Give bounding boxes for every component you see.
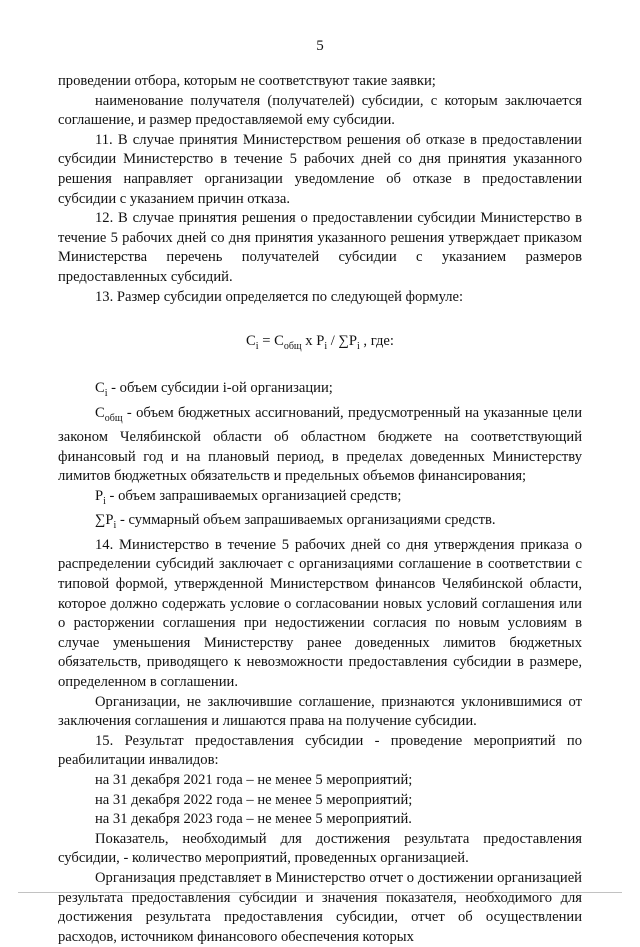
definition-text: - объем субсидии i-ой организации; xyxy=(107,380,333,397)
formula-sub-obsh: общ xyxy=(283,341,302,353)
paragraph: Организация представляет в Министерство отчет о достижении организацией результата предоставления субсидии и значения показателя, необходимого для достижения результата предоставления субсидии, отчет об осуществлении расходов, источником финансового обеспечения которых xyxy=(58,869,582,945)
paragraph: Организации, не заключившие соглашение, признаются уклонившимися от заключения соглашения и лишаются права на получение субсидии. xyxy=(58,693,582,730)
paragraph: наименование получателя (получателей) субсидии, с которым заключается соглашение, и размер предоставляемой ему субсидии. xyxy=(58,92,582,129)
definition-symbol: C xyxy=(95,380,105,397)
definition-text: - суммарный объем запрашиваемых организациями средств. xyxy=(116,512,496,529)
paragraph: на 31 декабря 2021 года – не менее 5 мероприятий; xyxy=(95,771,413,788)
paragraph: 12. В случае принятия решения о предоставлении субсидии Министерство в течение 5 рабочих дней со дня принятия указанного решения утверждает приказом Министерства перечень получателей субсидии с указанием размеров предоставленных субсидий. xyxy=(58,210,582,285)
paragraphs-block-2 xyxy=(58,536,582,947)
paragraph: проведении отбора, которым не соответствуют такие заявки; xyxy=(58,73,436,89)
formula-sub-i2: i xyxy=(324,341,328,353)
formula-sum-p: / ∑P xyxy=(327,333,357,350)
definition-line xyxy=(58,487,582,512)
paragraph: 11. В случае принятия Министерством решения об отказе в предоставлении субсидии Министерство в течение 5 рабочих дней со дня принятия указанного решения направляет организации уведомление об отказе в предоставлении субсидии с указанием причин отказа. xyxy=(58,131,582,207)
formula-tail: , где: xyxy=(359,333,394,350)
definition-subscript: i xyxy=(113,520,117,532)
formula-sub-i: i xyxy=(255,341,259,353)
paragraph: 13. Размер субсидии определяется по следующей формуле: xyxy=(95,288,464,305)
formula-c: C xyxy=(246,333,256,350)
formula-definitions xyxy=(58,379,582,536)
definition-subscript: общ xyxy=(104,412,123,424)
definition-symbol: ∑P xyxy=(95,512,114,529)
definition-subscript: i xyxy=(103,495,106,507)
paragraph: на 31 декабря 2022 года – не менее 5 мероприятий; xyxy=(95,791,413,808)
paragraph: 14. Министерство в течение 5 рабочих дней со дня утверждения приказа о распределении субсидий заключает с организациями соглашение в соответствии с типовой формой, утвержденной Министерством финансов Челябинской области, которое должно содержать условие о согласовании новых условий соглашения или о расторжении соглашения при недостижении согласия по новым условиям в случае уменьшения Министерству ранее доведенных лимитов бюджетных обязательств, приводящего к невозможности предоставления субсидии в размере, определенном в соглашении. xyxy=(58,536,582,690)
page-number: 5 xyxy=(316,38,324,54)
definition-line xyxy=(58,511,582,536)
paragraph: Показатель, необходимый для достижения результата предоставления субсидии, - количество мероприятий, проведенных организацией. xyxy=(58,830,582,867)
definition-subscript: i xyxy=(104,387,108,399)
formula-eq-c: = C xyxy=(258,333,284,350)
paragraph: на 31 декабря 2023 года – не менее 5 мероприятий. xyxy=(95,811,412,828)
definition-symbol: P xyxy=(95,487,104,504)
page-edge-line xyxy=(18,892,622,893)
definition-text: - объем запрашиваемых организацией средств; xyxy=(105,487,402,504)
formula-x-p: x P xyxy=(301,333,325,350)
formula-sub-i3: i xyxy=(357,341,360,353)
paragraph: 15. Результат предоставления субсидии - проведение мероприятий по реабилитации инвалидов: xyxy=(58,732,582,769)
paragraphs-block-1 xyxy=(58,72,582,307)
definition-line xyxy=(58,379,582,404)
definition-line xyxy=(58,404,582,487)
definition-text: - объем бюджетных ассигнований, предусмотренный на указанные цели законом Челябинской области об областном бюджете на соответствующий финансовый год и на плановый период, в пределах доведенных Министерству лимитов бюджетных обязательств и предельных объемов финансирования; xyxy=(58,404,582,485)
subsidy-formula xyxy=(58,331,582,357)
definition-symbol: C xyxy=(95,404,105,421)
